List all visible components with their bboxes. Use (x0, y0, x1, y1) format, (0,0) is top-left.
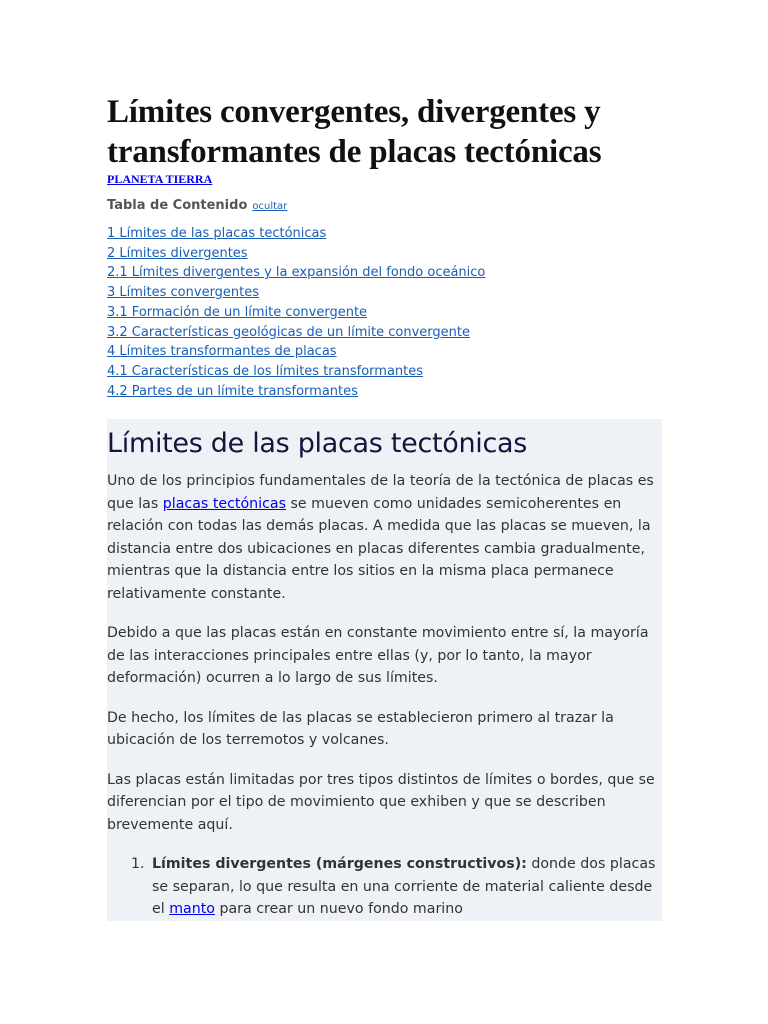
toc-item[interactable]: 2.1 Límites divergentes y la expansión del fondo oceánico (107, 265, 486, 281)
paragraph: De hecho, los límites de las placas se establecieron primero al trazar la ubicación de los terremotos y volcanes. (107, 709, 614, 748)
category-link[interactable]: PLANETA TIERRA (107, 172, 213, 186)
paragraph (107, 470, 662, 605)
toc-header (107, 197, 663, 216)
toc-item[interactable]: 3.1 Formación de un límite convergente (107, 304, 368, 320)
plates-link[interactable]: placas tectónicas (162, 495, 286, 512)
article-header (107, 92, 663, 401)
boundary-types-list (107, 853, 662, 921)
toc-item[interactable]: 3.2 Características geológicas de un límite convergente (107, 324, 470, 340)
toc-item[interactable]: 3 Límites convergentes (107, 285, 260, 301)
toc-title: Tabla de Contenido (107, 198, 248, 213)
list-item (107, 853, 662, 921)
list-number: 1. (131, 856, 145, 872)
list-item-text: donde dos placas se separan, lo que resulta en una corriente de material caliente desde el (152, 856, 656, 917)
mantle-link[interactable]: manto (169, 901, 215, 917)
toc-item[interactable]: 4 Límites transformantes de placas (107, 344, 337, 360)
toc-item[interactable]: 1 Límites de las placas tectónicas (107, 226, 327, 241)
article-section (107, 419, 662, 921)
toc-hide-link[interactable]: ocultar (252, 201, 288, 212)
paragraph: Debido a que las placas están en constante movimiento entre sí, la mayoría de las interacciones principales entre ellas (y, por lo tanto, la mayor deformación) ocurren a lo largo de sus límites. (107, 625, 649, 686)
toc-item[interactable]: 2 Límites divergentes (107, 245, 248, 261)
toc-item[interactable]: 4.1 Características de los límites transformantes (107, 363, 424, 379)
paragraph-text: Uno de los principios fundamentales de la teoría de la tectónica de placas es que las (107, 473, 654, 512)
list-item-title: Límites divergentes (márgenes constructivos): (152, 856, 527, 872)
section-title: Límites de las placas tectónicas (107, 428, 528, 459)
paragraph-text: se mueven como unidades semicoherentes en relación con todas las demás placas. A medida que las placas se mueven, la distancia entre dos ubicaciones en placas diferentes cambia gradualmente, mientras que la distancia entre los sitios en la misma placa permanece relativamente constante. (107, 495, 651, 602)
toc-list (107, 224, 663, 401)
paragraph: Las placas están limitadas por tres tipos distintos de límites o bordes, que se diferencian por el tipo de movimiento que exhiben y que se describen brevemente aquí. (107, 771, 655, 833)
list-item-text: para crear un nuevo fondo marino (219, 901, 463, 917)
toc-item[interactable]: 4.2 Partes de un límite transformantes (107, 383, 358, 399)
page-title: Límites convergentes, divergentes y transformantes de placas tectónicas (107, 94, 602, 170)
